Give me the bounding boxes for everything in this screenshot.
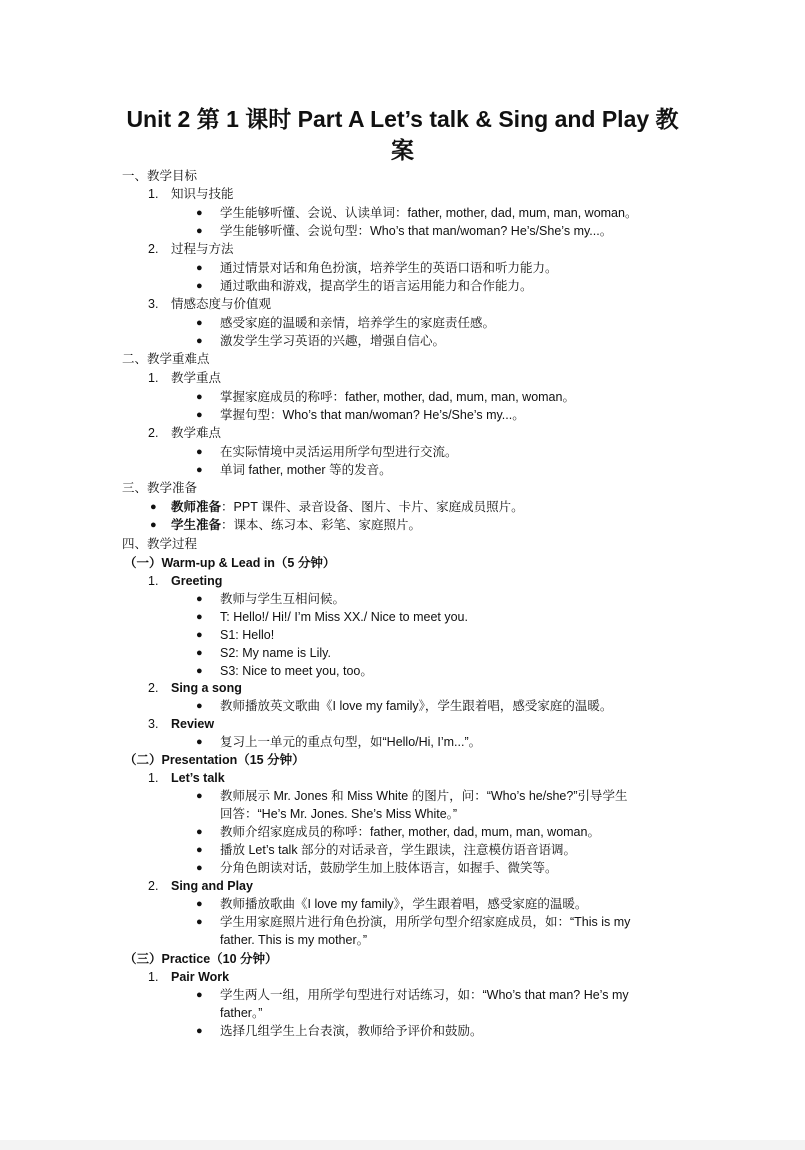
bullet-icon: ● [196, 790, 203, 802]
list-item-continuation: father. This is my mother。” [220, 933, 368, 947]
list-item: 学生两人一组，用所学句型进行对话练习，如：“Who’s that man? He’s my [220, 988, 629, 1002]
subsection-label: 知识与技能 [171, 187, 234, 201]
bullet-icon: ● [196, 916, 203, 928]
bullet-icon: ● [196, 862, 203, 874]
list-number: 2. [148, 681, 159, 695]
bullet-icon: ● [196, 647, 203, 659]
section-heading: 二、教学重难点 [122, 352, 210, 366]
bullet-icon: ● [196, 225, 203, 237]
section-heading: 三、教学准备 [122, 481, 198, 495]
subsection-label: Let’s talk [171, 771, 225, 785]
bullet-icon: ● [150, 519, 157, 531]
bullet-icon: ● [196, 989, 203, 1001]
item-label: 学生准备 [171, 518, 222, 532]
list-number: 3. [148, 717, 159, 731]
section-heading: 一、教学目标 [122, 169, 198, 183]
list-number: 2. [148, 879, 159, 893]
list-item: 感受家庭的温暖和亲情，培养学生的家庭责任感。 [220, 316, 496, 330]
list-item: 教师播放歌曲《I love my family》，学生跟着唱，感受家庭的温暖。 [220, 897, 588, 911]
item-label: 教师准备 [171, 500, 222, 514]
bullet-icon: ● [196, 335, 203, 347]
list-item: 通过歌曲和游戏，提高学生的语言运用能力和合作能力。 [220, 279, 533, 293]
phase-heading: （二）Presentation（15 分钟） [124, 753, 305, 767]
list-item: 学生能够听懂、会说、认读单词：father, mother, dad, mum, man, woman。 [220, 206, 638, 220]
list-item: S3: Nice to meet you, too。 [220, 664, 373, 678]
list-number: 1. [148, 187, 159, 201]
bullet-icon: ● [196, 464, 203, 476]
bullet-icon: ● [196, 611, 203, 623]
list-item: 掌握家庭成员的称呼：father, mother, dad, mum, man, woman。 [220, 390, 575, 404]
list-item: 学生用家庭照片进行角色扮演，用所学句型介绍家庭成员，如：“This is my [220, 915, 631, 929]
list-item-continuation: father。” [220, 1006, 263, 1020]
list-item: 通过情景对话和角色扮演，培养学生的英语口语和听力能力。 [220, 261, 558, 275]
item-text: ：课本、练习本、彩笔、家庭照片。 [221, 518, 422, 532]
subsection-label: Pair Work [171, 970, 230, 984]
document-title: Unit 2 第 1 课时 Part A Let’s talk & Sing and Play 教案 [126, 106, 679, 163]
list-item: 教师与学生互相问候。 [220, 592, 346, 606]
bullet-icon: ● [196, 1025, 203, 1037]
bullet-icon: ● [196, 593, 203, 605]
subsection-label: 情感态度与价值观 [171, 297, 272, 311]
list-item: S1: Hello! [220, 628, 275, 642]
list-item: 分角色朗读对话，鼓励学生加上肢体语言，如握手、微笑等。 [220, 861, 558, 875]
bullet-icon: ● [196, 826, 203, 838]
subsection-label: Sing a song [171, 681, 242, 695]
subsection-label: Greeting [171, 574, 223, 588]
list-item: 教师展示 Mr. Jones 和 Miss White 的图片，问：“Who’s he/she?”引导学生 [220, 789, 628, 803]
subsection-label: Review [171, 717, 215, 731]
bullet-icon: ● [196, 700, 203, 712]
phase-heading: （一）Warm-up & Lead in（5 分钟） [124, 556, 336, 570]
bullet-icon: ● [196, 898, 203, 910]
list-item: 教师介绍家庭成员的称呼：father, mother, dad, mum, man, woman。 [220, 825, 600, 839]
subsection-label: 教学重点 [171, 371, 222, 385]
list-item: 掌握句型：Who’s that man/woman? He’s/She’s my...。 [220, 408, 525, 422]
bullet-icon: ● [196, 844, 203, 856]
list-item: T: Hello!/ Hi!/ I’m Miss XX./ Nice to meet you. [220, 610, 468, 624]
list-item [171, 498, 524, 516]
bullet-icon: ● [196, 280, 203, 292]
bullet-icon: ● [196, 262, 203, 274]
bullet-icon: ● [196, 665, 203, 677]
list-item [171, 516, 421, 534]
list-number: 2. [148, 242, 159, 256]
phase-heading: （三）Practice（10 分钟） [124, 952, 278, 966]
list-number: 1. [148, 771, 159, 785]
bullet-icon: ● [196, 207, 203, 219]
list-item: 学生能够听懂、会说句型：Who’s that man/woman? He’s/She’s my...。 [220, 224, 613, 238]
list-item: 教师播放英文歌曲《I love my family》，学生跟着唱，感受家庭的温暖。 [220, 699, 613, 713]
list-number: 1. [148, 970, 159, 984]
bullet-icon: ● [196, 317, 203, 329]
subsection-label: 过程与方法 [171, 242, 234, 256]
bullet-icon: ● [196, 629, 203, 641]
list-number: 2. [148, 426, 159, 440]
list-number: 1. [148, 371, 159, 385]
subsection-label: 教学难点 [171, 426, 222, 440]
item-text: ：PPT 课件、录音设备、图片、卡片、家庭成员照片。 [221, 500, 524, 514]
list-item: 单词 father, mother 等的发音。 [220, 463, 392, 477]
bullet-icon: ● [196, 736, 203, 748]
list-item: 播放 Let’s talk 部分的对话录音，学生跟读，注意模仿语音语调。 [220, 843, 577, 857]
subsection-label: Sing and Play [171, 879, 253, 893]
list-item: 复习上一单元的重点句型，如“Hello/Hi, I’m...”。 [220, 735, 482, 749]
list-item: 在实际情境中灵活运用所学句型进行交流。 [220, 445, 458, 459]
list-item: 激发学生学习英语的兴趣，增强自信心。 [220, 334, 446, 348]
bullet-icon: ● [196, 446, 203, 458]
bullet-icon: ● [196, 409, 203, 421]
bullet-icon: ● [196, 391, 203, 403]
list-item: S2: My name is Lily. [220, 646, 331, 660]
list-number: 3. [148, 297, 159, 311]
list-item: 选择几组学生上台表演，教师给予评价和鼓励。 [220, 1024, 483, 1038]
list-item-continuation: 回答：“He’s Mr. Jones. She’s Miss White。” [220, 807, 458, 821]
bullet-icon: ● [150, 501, 157, 513]
section-heading: 四、教学过程 [122, 537, 198, 551]
list-number: 1. [148, 574, 159, 588]
